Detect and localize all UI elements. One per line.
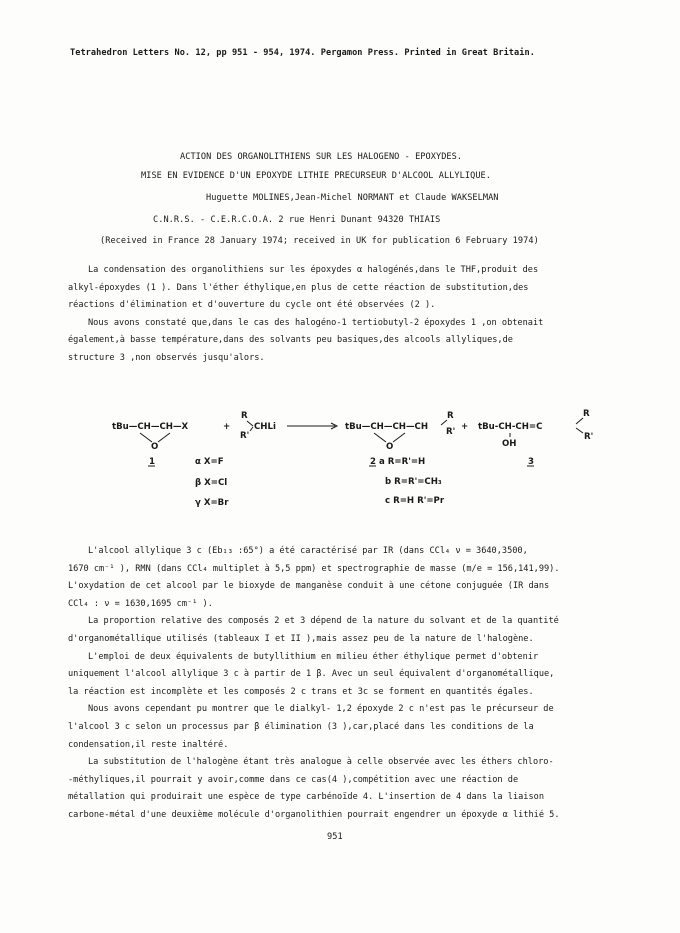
plus-sign-2: + xyxy=(461,422,469,432)
product-3-r-prime: R' xyxy=(584,432,594,442)
title-line-1: ACTION DES ORGANOLITHIENS SUR LES HALOGENO - EPOXYDES. xyxy=(180,152,463,162)
text-line: métallation qui produirait une espèce de type carbénoïde 4. L'insertion de 4 dans la liaison xyxy=(68,792,544,803)
text-line: CCl₄ : ν = 1630,1695 cm⁻¹ ). xyxy=(68,598,213,609)
product-2-r: R xyxy=(447,411,454,421)
text-line: La condensation des organolithiens sur les époxydes α halogénés,dans le THF,produit des xyxy=(88,265,539,275)
reagent-r: R xyxy=(241,411,248,421)
text-line: -méthyliques,il pourrait y avoir,comme dans ce cas(4 ),compétition avec une réaction de xyxy=(68,774,519,785)
reagent-chli: CHLi xyxy=(254,422,276,432)
text-line: Nous avons constaté que,dans le cas des halogéno-1 tertiobutyl-2 époxydes 1 ,on obtenait xyxy=(88,317,544,328)
page-number: 951 xyxy=(327,832,343,842)
affiliation: C.N.R.S. - C.E.R.C.O.A. 2 rue Henri Dunant 94320 THIAIS xyxy=(153,215,441,225)
compound-number-3: 3 xyxy=(528,457,534,467)
product-2: tBu—CH—CH—CH xyxy=(345,422,429,432)
text-line: d'organométallique utilisés (tableaux I et II ),mais assez peu de la nature de l'halogène. xyxy=(68,633,534,644)
text-line: alkyl-époxydes (1 ). Dans l'éther éthylique,en plus de cette réaction de substitution,des xyxy=(68,282,529,293)
epoxide-bond-right-2 xyxy=(393,433,405,442)
reagent-bond-r xyxy=(247,421,253,426)
product-2-bond-r xyxy=(441,420,447,425)
text-line: La proportion relative des composés 2 et 3 dépend de la nature du solvant et de la quantité xyxy=(88,616,559,627)
text-line: L'alcool allylique 3 c (Eb₁₃ :65°) a été caractérisé par IR (dans CCl₄ ν = 3640,3500, xyxy=(88,546,528,556)
product-2-r-prime: R' xyxy=(446,427,456,437)
epoxide-oxygen-2: O xyxy=(386,442,394,452)
paragraph-intro xyxy=(68,262,628,367)
received-dates: (Received in France 28 January 1974; received in UK for publication 6 February 1974) xyxy=(100,236,539,246)
text-line: Nous avons cependant pu montrer que le dialkyl- 1,2 époxyde 2 c n'est pas le précurseur de xyxy=(88,704,554,715)
text-line: uniquement l'alcool allylique 3 c à partir de 1 β. Avec un seul équivalent d'organométallique, xyxy=(68,669,555,680)
compound-number-1: 1 xyxy=(149,457,155,467)
epoxide-bond-right xyxy=(158,433,170,442)
text-line: L'emploi de deux équivalents de butyllithium en milieu éther éthylique permet d'obtenir xyxy=(88,651,539,662)
halogen-chloro: β X=Cl xyxy=(195,478,228,488)
product-3-r: R xyxy=(583,409,590,419)
substituent-a: a R=R'=H xyxy=(379,457,426,467)
epoxide-oxygen-1: O xyxy=(151,442,159,452)
text-line: la réaction est incomplète et les composés 2 c trans et 3c se forment en quantités égales. xyxy=(68,686,534,697)
substituent-b: b R=R'=CH₃ xyxy=(385,477,442,487)
compound-number-2: 2 xyxy=(370,457,376,467)
substituent-c: c R=H R'=Pr xyxy=(385,496,445,506)
reagent-r-prime: R' xyxy=(240,431,250,441)
reactant-1: tBu—CH—CH—X xyxy=(112,422,189,432)
epoxide-bond-left-2 xyxy=(374,433,386,442)
text-line: 1670 cm⁻¹ ), RMN (dans CCl₄ multiplet à 5,5 ppm) et spectrographie de masse (m/e = 156,141,99). xyxy=(68,563,560,574)
epoxide-bond-left xyxy=(140,433,152,442)
text-line: La substitution de l'halogène étant très analogue à celle observée avec les éthers chloro- xyxy=(88,757,554,768)
product-3: tBu-CH-CH=C xyxy=(478,422,543,432)
product-3-bond-r xyxy=(576,418,583,424)
text-line: l'alcool 3 c selon un processus par β élimination (3 ),car,placé dans les conditions de la xyxy=(68,721,534,732)
paragraph-results xyxy=(68,543,628,825)
text-line: L'oxydation de cet alcool par le bioxyde de manganèse conduit à une cétone conjuguée (IR dans xyxy=(68,581,550,592)
halogen-fluoro: α X=F xyxy=(195,457,224,467)
title-line-2: MISE EN EVIDENCE D'UN EPOXYDE LITHIE PRECURSEUR D'ALCOOL ALLYLIQUE. xyxy=(141,171,491,181)
text-line: également,à basse température,dans des solvants peu basiques,des alcools allyliques,de xyxy=(68,335,513,345)
text-line: structure 3 ,non observés jusqu'alors. xyxy=(68,352,265,363)
text-line: condensation,il reste inaltéré. xyxy=(68,739,229,750)
journal-header: Tetrahedron Letters No. 12, pp 951 - 954, 1974. Pergamon Press. Printed in Great Britain. xyxy=(70,48,535,58)
text-line: carbone-métal d'une deuxième molécule d'organolithien pourrait engendrer un époxyde α lithié 5. xyxy=(68,809,560,820)
product-3-bond-r-prime xyxy=(576,428,583,433)
plus-sign-1: + xyxy=(223,422,231,432)
reaction-scheme xyxy=(0,395,680,520)
text-line: réactions d'élimination et d'ouverture du cycle ont été observées (2 ). xyxy=(68,300,436,310)
reagent-bond-r-prime xyxy=(250,427,253,431)
product-3-oh: OH xyxy=(502,439,517,449)
authors: Huguette MOLINES,Jean-Michel NORMANT et Claude WAKSELMAN xyxy=(206,193,499,203)
halogen-bromo: γ X=Br xyxy=(195,498,229,508)
